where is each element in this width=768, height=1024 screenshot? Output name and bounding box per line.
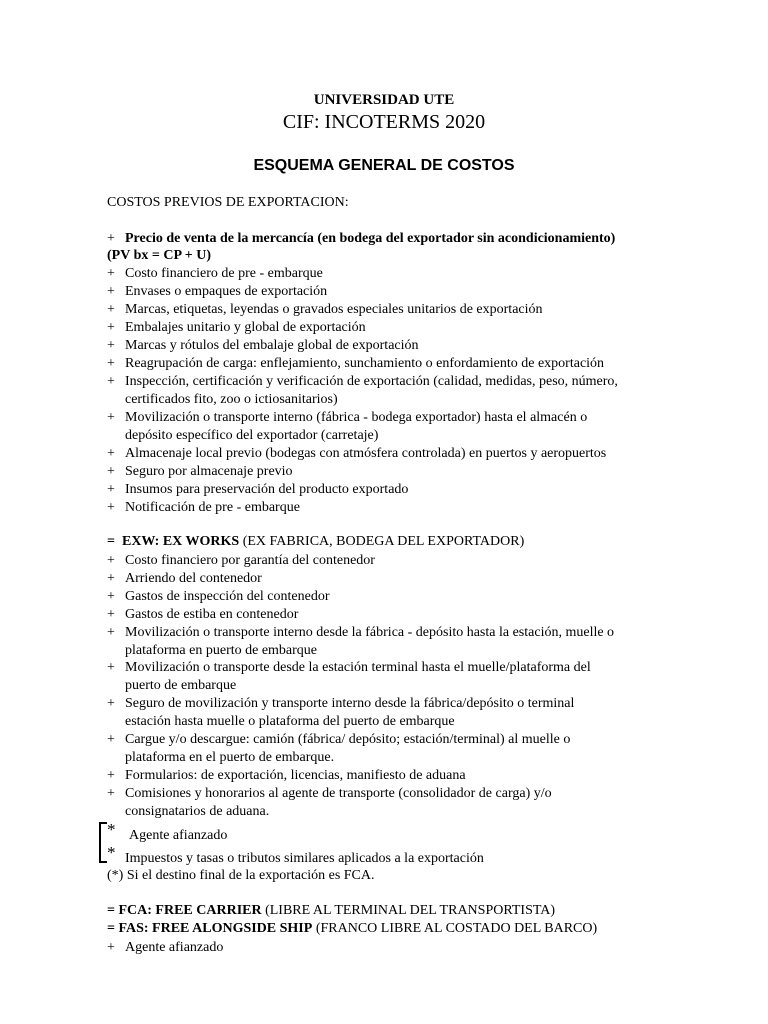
- plus-marker: +: [107, 553, 115, 568]
- fca-note: (*) Si el destino final de la exportación es FCA.: [107, 868, 375, 883]
- document-subtitle: CIF: INCOTERMS 2020: [282, 111, 486, 133]
- plus-marker: +: [107, 500, 115, 515]
- list-item: Movilización o transporte desde la estación terminal hasta el muelle/plataforma del: [125, 660, 591, 675]
- plus-marker: +: [107, 589, 115, 604]
- plus-marker: +: [107, 338, 115, 353]
- plus-marker: +: [107, 356, 115, 371]
- list-item: Marcas, etiquetas, leyendas o gravados especiales unitarios de exportación: [125, 302, 543, 317]
- list-item: Envases o empaques de exportación: [125, 284, 328, 299]
- list-item-continuation: depósito específico del exportador (carretaje): [125, 428, 379, 443]
- list-item: Marcas y rótulos del embalaje global de exportación: [125, 338, 419, 353]
- list-item-continuation: certificados fito, zoo o ictiosanitarios): [125, 392, 338, 407]
- list-item: Almacenaje local previo (bodegas con atmósfera controlada) en puertos y aeropuertos: [125, 446, 607, 461]
- exw-title: EXW: EX WORKS: [121, 534, 240, 549]
- list-item: Cargue y/o descargue: camión (fábrica/ depósito; estación/terminal) al muelle o: [125, 732, 571, 747]
- plus-marker: +: [107, 320, 115, 335]
- plus-marker: +: [107, 607, 115, 622]
- exw-prefix: =: [107, 534, 122, 549]
- list-item: Formularios: de exportación, licencias, manifiesto de aduana: [125, 768, 466, 783]
- plus-marker: +: [107, 786, 115, 801]
- list-item: Gastos de estiba en contenedor: [125, 607, 299, 622]
- list-item: Embalajes unitario y global de exportación: [125, 320, 366, 335]
- list-item: Costo financiero de pre - embarque: [125, 266, 323, 281]
- plus-marker: +: [107, 696, 115, 711]
- list-item: Seguro por almacenaje previo: [125, 464, 293, 479]
- fas-title: = FAS: FREE ALONGSIDE SHIP: [107, 921, 313, 936]
- list-item-continuation: plataforma en el puerto de embarque.: [125, 750, 335, 765]
- exw-subtitle: (EX FABRICA, BODEGA DEL EXPORTADOR): [239, 534, 525, 549]
- list-item: Insumos para preservación del producto exportado: [125, 482, 409, 497]
- exw-heading: [107, 534, 524, 550]
- list-item-continuation: estación hasta muelle o plataforma del puerto de embarque: [125, 714, 455, 729]
- costos-previos-heading: COSTOS PREVIOS DE EXPORTACION:: [107, 195, 349, 210]
- list-item: Comisiones y honorarios al agente de transporte (consolidador de carga) y/o: [125, 786, 552, 801]
- list-item: Agente afianzado: [125, 940, 224, 955]
- list-item: Movilización o transporte interno desde la fábrica - depósito hasta la estación, muelle o: [125, 625, 615, 640]
- list-item: Inspección, certificación y verificación de exportación (calidad, medidas, peso, número,: [125, 374, 618, 389]
- plus-marker: +: [107, 625, 115, 640]
- plus-marker: +: [107, 374, 115, 389]
- list-item-continuation: consignatarios de aduana.: [125, 804, 270, 819]
- plus-marker: +: [107, 482, 115, 497]
- plus-marker: +: [107, 464, 115, 479]
- plus-marker: +: [107, 660, 115, 675]
- section-title: ESQUEMA GENERAL DE COSTOS: [253, 157, 515, 174]
- star-item: Agente afianzado: [129, 828, 228, 843]
- fca-heading: [107, 903, 555, 919]
- fca-subtitle: (LIBRE AL TERMINAL DEL TRANSPORTISTA): [261, 903, 556, 918]
- precio-venta-line: Precio de venta de la mercancía (en bodega del exportador sin acondicionamiento): [125, 231, 616, 246]
- plus-marker: +: [107, 302, 115, 317]
- list-item-continuation: plataforma en puerto de embarque: [125, 643, 318, 658]
- bracket-mark: [99, 822, 107, 863]
- plus-marker: +: [107, 231, 115, 246]
- fas-heading: [107, 921, 597, 937]
- star-item: Impuestos y tasas o tributos similares aplicados a la exportación: [125, 851, 484, 866]
- plus-marker: +: [107, 768, 115, 783]
- university-title: UNIVERSIDAD UTE: [313, 92, 455, 108]
- list-item: Movilización o transporte interno (fábrica - bodega exportador) hasta el almacén o: [125, 410, 588, 425]
- list-item: Reagrupación de carga: enflejamiento, sunchamiento o enfordamiento de exportación: [125, 356, 605, 371]
- fca-title: = FCA: FREE CARRIER: [107, 903, 262, 918]
- asterisk-icon: *: [107, 820, 116, 839]
- list-item: Seguro de movilización y transporte interno desde la fábrica/depósito o terminal: [125, 696, 575, 711]
- plus-marker: +: [107, 284, 115, 299]
- list-item: Notificación de pre - embarque: [125, 500, 300, 515]
- plus-marker: +: [107, 571, 115, 586]
- list-item: Costo financiero por garantía del contenedor: [125, 553, 375, 568]
- list-item-continuation: puerto de embarque: [125, 678, 237, 693]
- list-item: Gastos de inspección del contenedor: [125, 589, 330, 604]
- list-item: Arriendo del contenedor: [125, 571, 262, 586]
- fas-subtitle: (FRANCO LIBRE AL COSTADO DEL BARCO): [312, 921, 598, 936]
- plus-marker: +: [107, 410, 115, 425]
- plus-marker: +: [107, 732, 115, 747]
- plus-marker: +: [107, 940, 115, 955]
- plus-marker: +: [107, 266, 115, 281]
- plus-marker: +: [107, 446, 115, 461]
- asterisk-icon: *: [107, 843, 116, 862]
- precio-formula: (PV bx = CP + U): [107, 248, 211, 263]
